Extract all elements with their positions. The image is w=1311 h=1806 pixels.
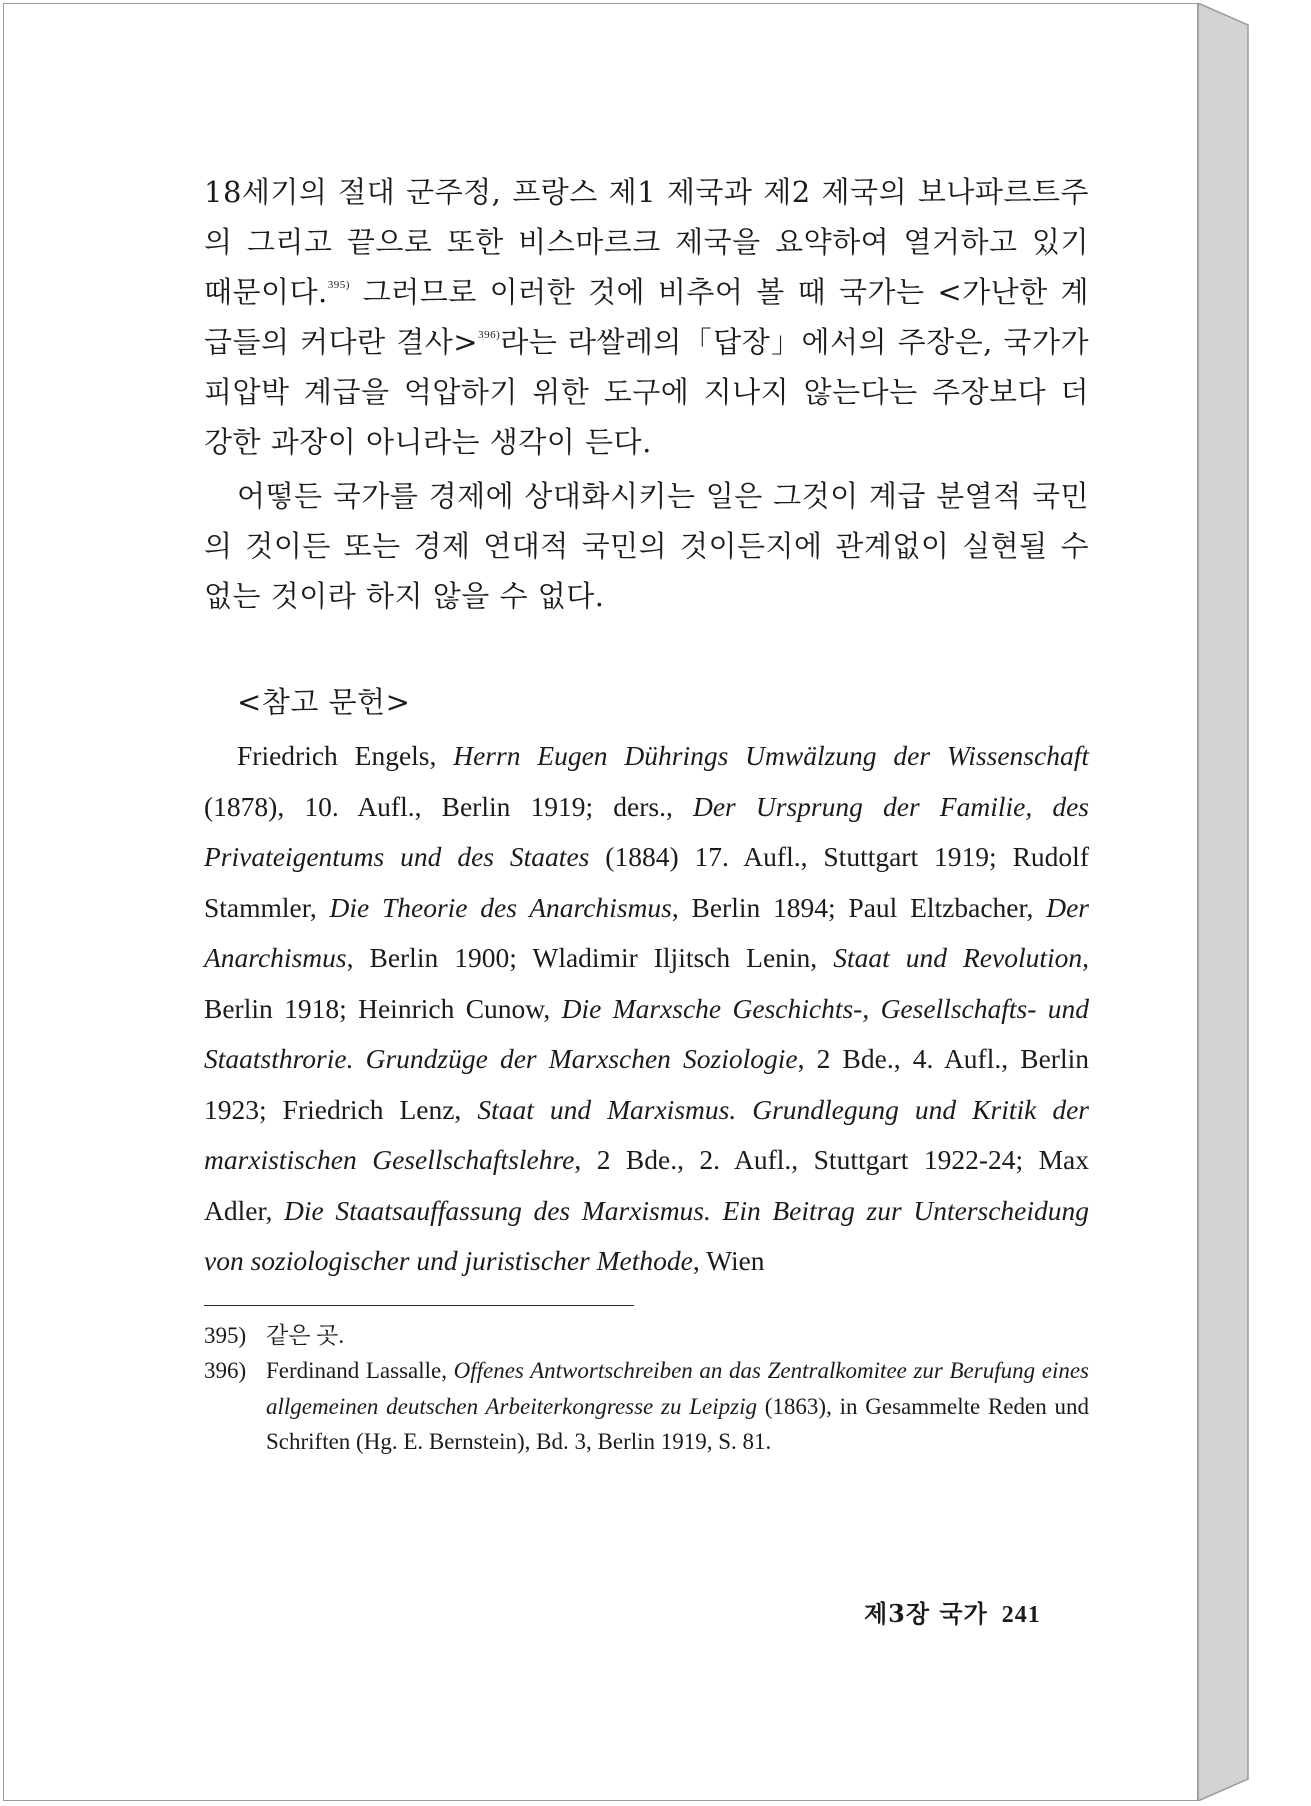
- ref-title-2: Der Ursprung der Familie, des Privateigentums und des Staates: [204, 790, 1089, 872]
- ref-rest-4: , Berlin 1900; Wladimir Iljitsch Lenin,: [346, 942, 834, 973]
- ref-rest-1: (1878), 10. Aufl., Berlin 1919; ders.,: [204, 790, 693, 822]
- chapter-label: 제3장 국가: [864, 1599, 988, 1628]
- ref-rest-2: (1884) 17. Aufl., Stuttgart 1919; Rudolf Stammler,: [204, 841, 1089, 923]
- ref-rest-8: , Wien: [692, 1245, 765, 1276]
- ref-title-3: Die Theorie des Anarchismus: [329, 891, 672, 923]
- ref-title-5: Staat und Revolution: [833, 942, 1083, 973]
- ref-rest-7: , 2 Bde., 2. Aufl., Stuttgart 1922-24; Max Adler,: [204, 1144, 1089, 1226]
- footnote-details: (1863), in Gesammelte Reden und Schriften (Hg. E. Bernstein), Bd. 3, Berlin 1919, S. 81.: [266, 1393, 1089, 1454]
- footnote-divider: [204, 1305, 634, 1306]
- references-heading: <참고 문헌>: [237, 685, 411, 719]
- ref-author-engels: Friedrich Engels,: [237, 740, 454, 771]
- ref-title-1: Herrn Eugen Dührings Umwälzung der Wissenschaft: [453, 740, 1089, 771]
- footnote-author: Ferdinand Lassalle,: [266, 1358, 454, 1383]
- book-page: [3, 3, 1198, 1801]
- page-footer: [864, 1594, 1041, 1629]
- footnote-395: [204, 1318, 1089, 1354]
- footnote-ref-395[interactable]: 395): [327, 279, 350, 291]
- ref-title-7: Staat und Marxismus. Grundlegung und Kritik der marxistischen Gesellschaftslehre: [204, 1093, 1089, 1175]
- footnote-text: [266, 1353, 1089, 1460]
- references-text: [204, 731, 1089, 1287]
- paragraph-1-text-b: 그러므로 이러한 것에 비추어 볼 때 국가는 <가난한 계급들의 커다란 결사>: [204, 275, 1089, 359]
- footnotes: [204, 1318, 1089, 1460]
- footnote-text: 같은 곳.: [266, 1322, 345, 1348]
- footnote-number: 396): [204, 1358, 247, 1383]
- ref-rest-3: , Berlin 1894; Paul Eltzbacher,: [671, 891, 1047, 923]
- ref-rest-6: , 2 Bde., 4. Aufl., Berlin 1923; Friedrich Lenz,: [204, 1043, 1089, 1125]
- ref-rest-5: , Berlin 1918; Heinrich Cunow,: [204, 942, 1089, 1024]
- page-content: [204, 167, 1089, 1460]
- book-page-edge: [1198, 3, 1250, 1801]
- ref-title-4: Der Anarchismus: [204, 891, 1089, 973]
- body-paragraph-1: [204, 167, 1089, 467]
- ref-title-6: Die Marxsche Geschichts-, Gesellschafts- und Staatsthrorie. Grundzüge der Marxschen Soziologie: [204, 992, 1089, 1074]
- footnote-number: 395): [204, 1322, 247, 1348]
- page-number: 241: [1001, 1602, 1041, 1628]
- footnote-title: Offenes Antwortschreiben an das Zentralkomitee zur Berufung eines allgemeinen deutschen Arbeiterkongresse zu Leipzig: [266, 1358, 1089, 1419]
- footnote-396: [204, 1353, 1089, 1460]
- body-paragraph-2: 어떻든 국가를 경제에 상대화시키는 일은 그것이 계급 분열적 국민의 것이든 또는 경제 연대적 국민의 것이든지에 관계없이 실현될 수 없는 것이라 하지 않을 수 없다.: [204, 479, 1089, 613]
- page-edge-shape: [1198, 3, 1250, 1801]
- paragraph-1-text-a: 18세기의 절대 군주정, 프랑스 제1 제국과 제2 제국의 보나파르트주의 그리고 끝으로 또한 비스마르크 제국을 요약하여 열거하고 있기 때문이다.: [204, 175, 1089, 309]
- footnote-ref-396[interactable]: 396): [478, 329, 501, 341]
- paragraph-1-text-c: 라는 라쌀레의「답장」에서의 주장은, 국가가 피압박 계급을 억압하기 위한 도구에 지나지 않는다는 주장보다 더 강한 과장이 아니라는 생각이 든다.: [204, 325, 1089, 459]
- ref-title-8: Die Staatsauffassung des Marxismus. Ein Beitrag zur Unterscheidung von soziologischer und juristischer Methode: [204, 1194, 1089, 1276]
